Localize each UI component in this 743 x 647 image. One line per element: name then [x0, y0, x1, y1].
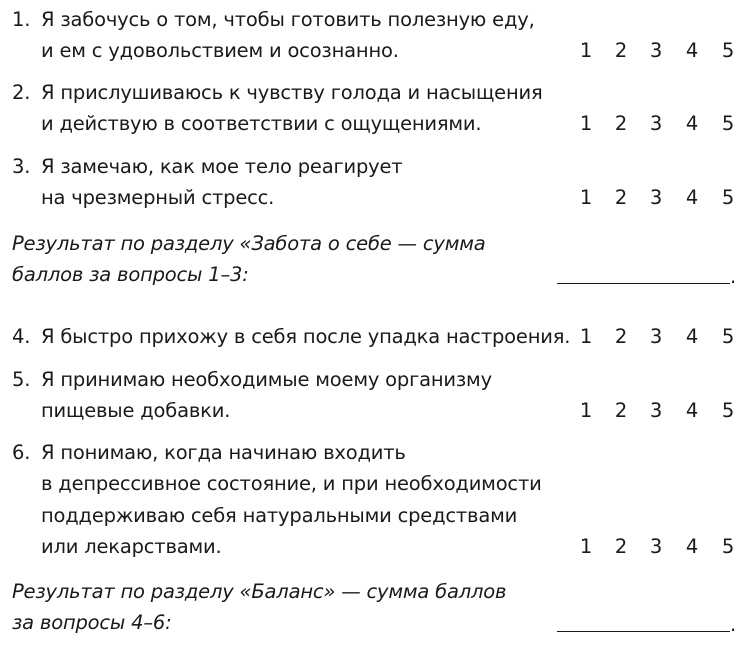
- rating-option-1[interactable]: 1: [579, 112, 593, 135]
- rating-option-5[interactable]: 5: [721, 112, 735, 135]
- rating-option-4[interactable]: 4: [685, 325, 699, 348]
- score-blank-period: .: [730, 265, 736, 288]
- result-label-line: Результат по разделу «Баланс» — сумма баллов: [12, 580, 507, 603]
- question-text-line: Я прислушиваюсь к чувству голода и насыщения: [41, 81, 543, 104]
- rating-option-1[interactable]: 1: [579, 39, 593, 62]
- rating-scale: [579, 39, 739, 63]
- question-number: 1.: [12, 8, 31, 31]
- score-blank-field[interactable]: [557, 631, 730, 632]
- rating-option-2[interactable]: 2: [614, 535, 628, 558]
- rating-option-3[interactable]: 3: [649, 535, 663, 558]
- score-blank-field[interactable]: [557, 283, 730, 284]
- question-text-line: Я быстро прихожу в себя после упадка настроения.: [41, 325, 571, 348]
- question-text-line: поддерживаю себя натуральными средствами: [41, 504, 518, 527]
- score-blank-period: .: [730, 613, 736, 636]
- question-text-line: в депрессивное состояние, и при необходимости: [41, 472, 542, 495]
- rating-option-2[interactable]: 2: [614, 399, 628, 422]
- question-text-line: на чрезмерный стресс.: [41, 186, 275, 209]
- rating-option-1[interactable]: 1: [579, 399, 593, 422]
- rating-option-2[interactable]: 2: [614, 112, 628, 135]
- question-text-line: пищевые добавки.: [41, 399, 231, 422]
- question-number: 4.: [12, 325, 31, 348]
- rating-option-3[interactable]: 3: [649, 399, 663, 422]
- rating-scale: [579, 399, 739, 423]
- rating-scale: [579, 186, 739, 210]
- rating-option-4[interactable]: 4: [685, 39, 699, 62]
- rating-option-4[interactable]: 4: [685, 399, 699, 422]
- rating-scale: [579, 112, 739, 136]
- question-text-line: Я понимаю, когда начинаю входить: [41, 441, 406, 464]
- rating-option-4[interactable]: 4: [685, 112, 699, 135]
- rating-option-1[interactable]: 1: [579, 325, 593, 348]
- rating-option-5[interactable]: 5: [721, 325, 735, 348]
- rating-scale: [579, 535, 739, 559]
- question-number: 5.: [12, 368, 31, 391]
- rating-option-5[interactable]: 5: [721, 399, 735, 422]
- question-number: 6.: [12, 441, 31, 464]
- rating-option-5[interactable]: 5: [721, 535, 735, 558]
- result-label-line: Результат по разделу «Забота о себе — сумма: [12, 232, 486, 255]
- question-text-line: и ем с удовольствием и осознанно.: [41, 39, 399, 62]
- rating-option-4[interactable]: 4: [685, 535, 699, 558]
- result-label-line: баллов за вопросы 1–3:: [12, 263, 249, 286]
- question-text-line: или лекарствами.: [41, 535, 222, 558]
- rating-option-1[interactable]: 1: [579, 535, 593, 558]
- question-text-line: Я замечаю, как мое тело реагирует: [41, 155, 403, 178]
- rating-option-3[interactable]: 3: [649, 112, 663, 135]
- rating-option-5[interactable]: 5: [721, 39, 735, 62]
- question-number: 2.: [12, 81, 31, 104]
- rating-option-2[interactable]: 2: [614, 39, 628, 62]
- question-text-line: Я забочусь о том, чтобы готовить полезную еду,: [41, 8, 535, 31]
- result-label-line: за вопросы 4–6:: [12, 611, 172, 634]
- question-text-line: и действую в соответствии с ощущениями.: [41, 112, 482, 135]
- rating-option-3[interactable]: 3: [649, 39, 663, 62]
- rating-scale: [579, 325, 739, 349]
- rating-option-4[interactable]: 4: [685, 186, 699, 209]
- rating-option-3[interactable]: 3: [649, 325, 663, 348]
- question-text-line: Я принимаю необходимые моему организму: [41, 368, 492, 391]
- rating-option-5[interactable]: 5: [721, 186, 735, 209]
- rating-option-1[interactable]: 1: [579, 186, 593, 209]
- rating-option-2[interactable]: 2: [614, 186, 628, 209]
- question-number: 3.: [12, 155, 31, 178]
- rating-option-2[interactable]: 2: [614, 325, 628, 348]
- rating-option-3[interactable]: 3: [649, 186, 663, 209]
